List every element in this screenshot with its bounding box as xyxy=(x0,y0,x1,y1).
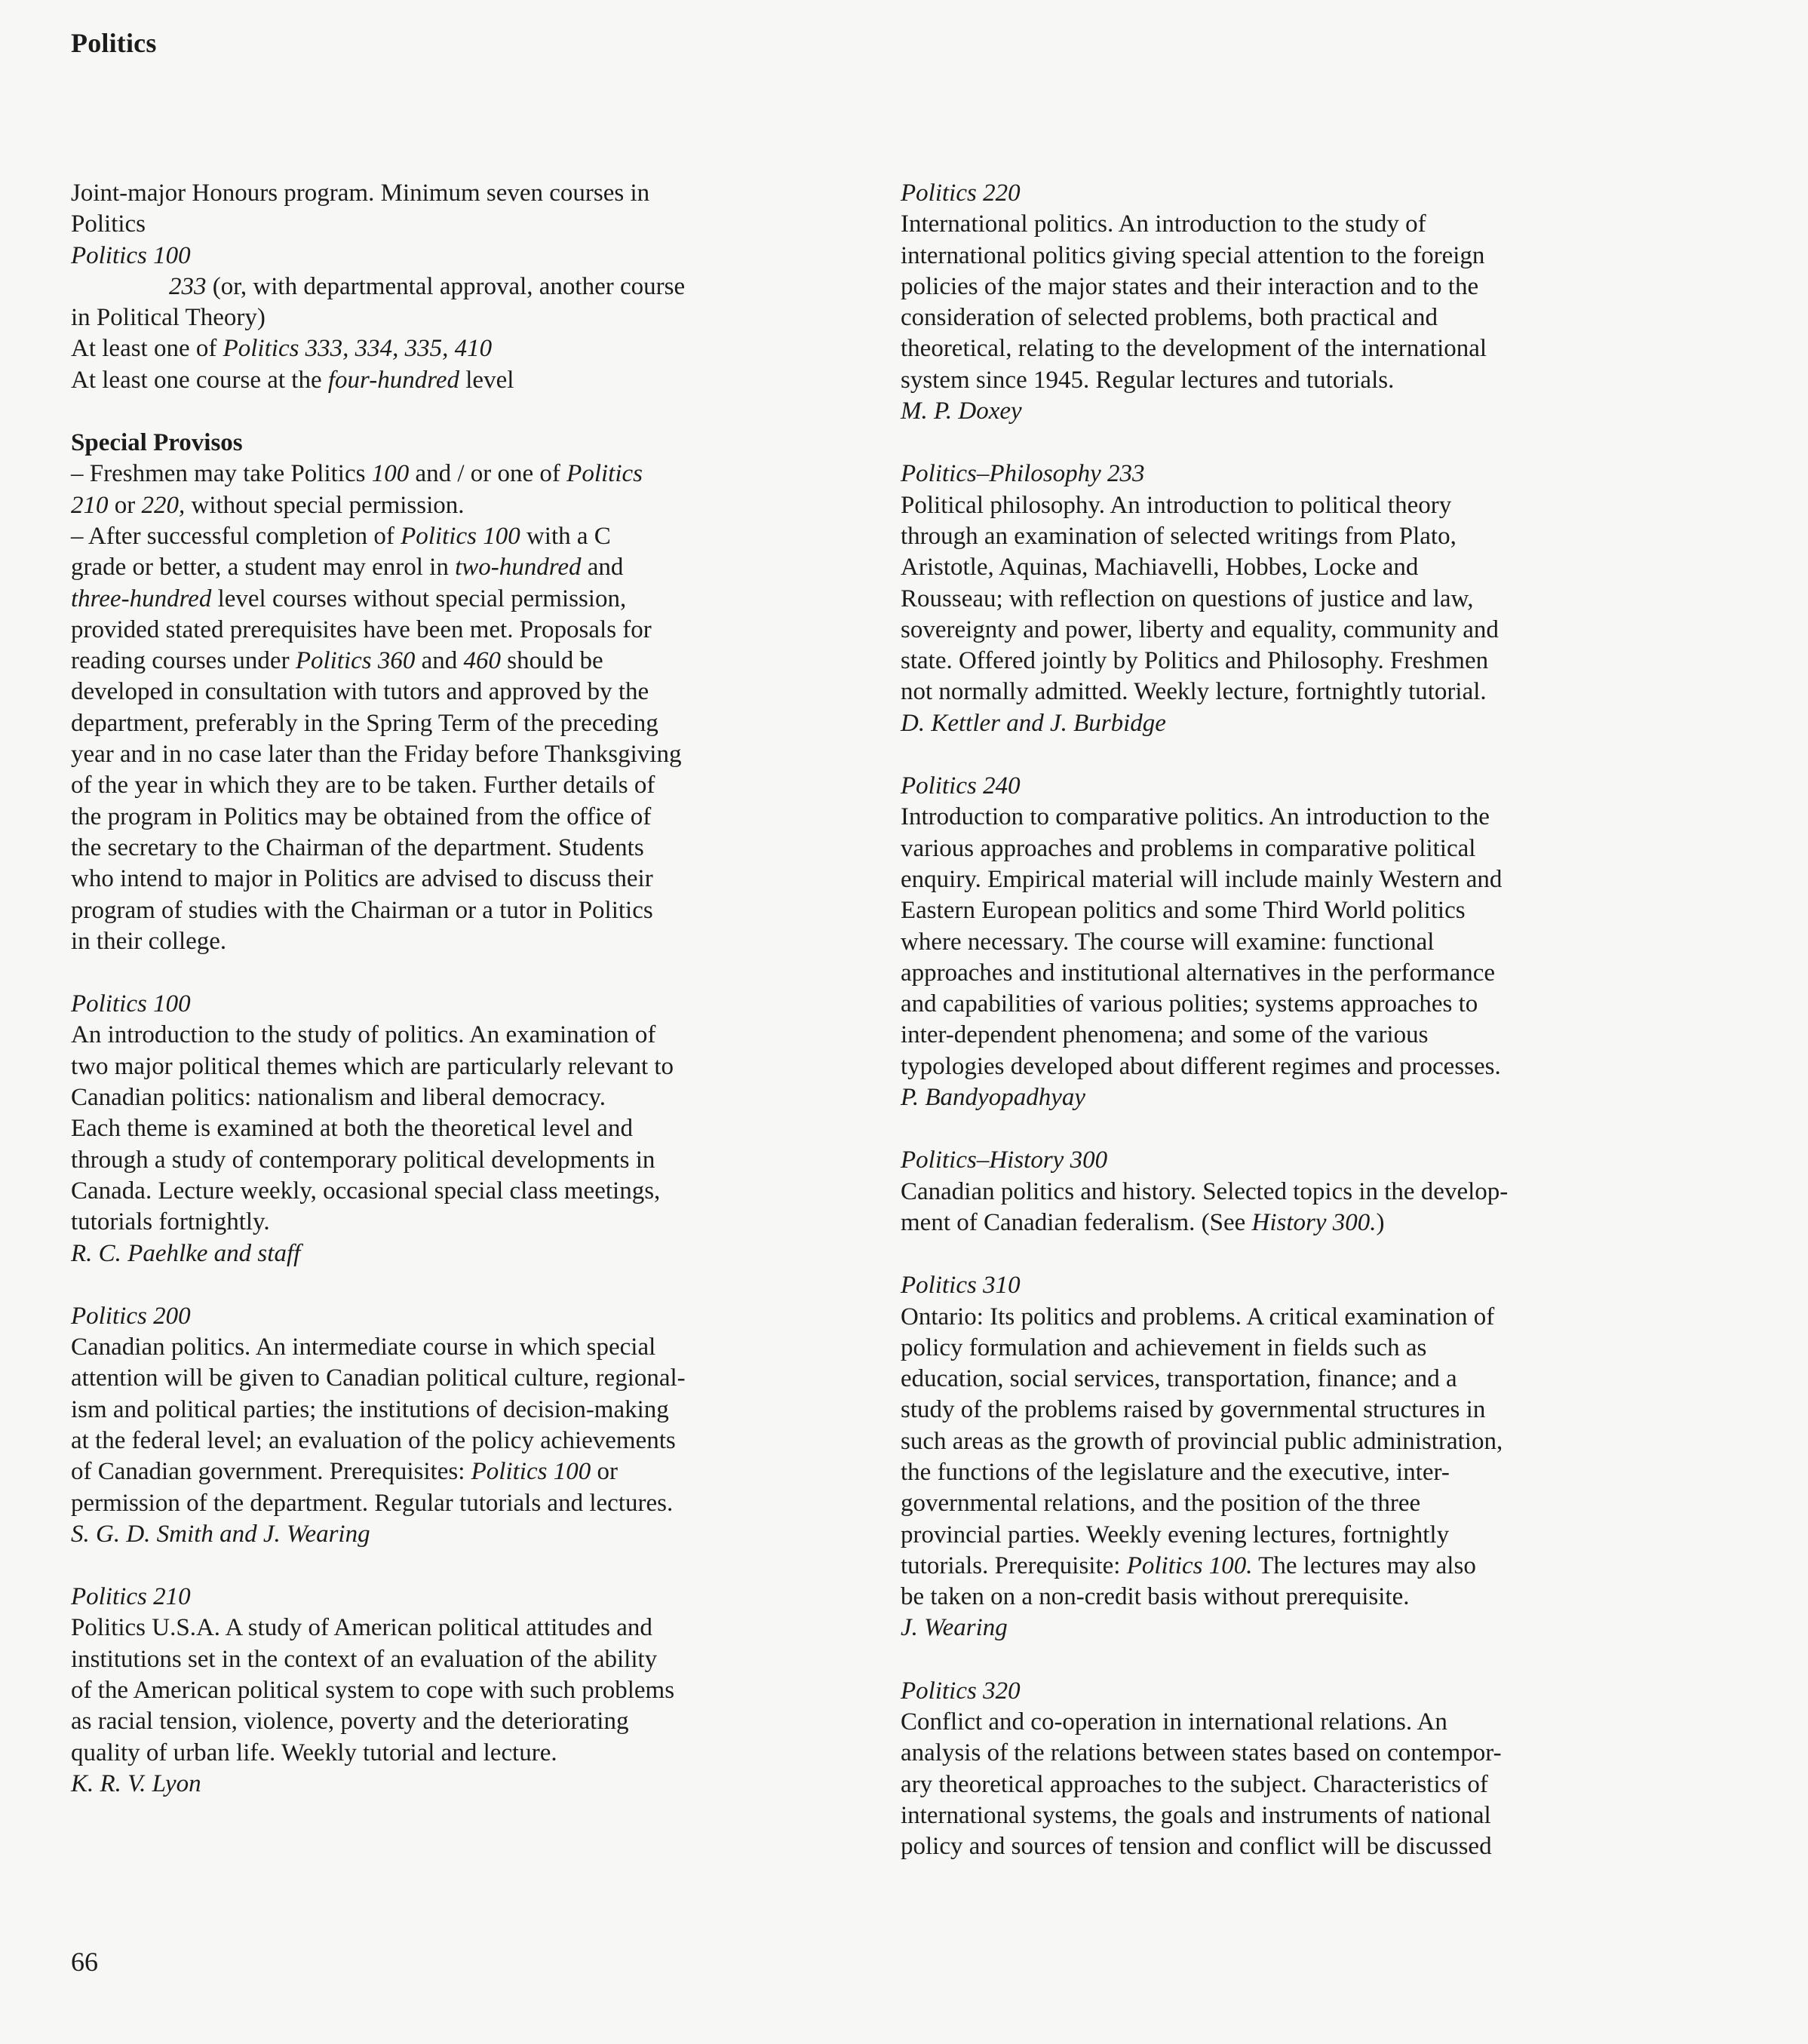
course-description-line: An introduction to the study of politics. An examination of xyxy=(71,1021,656,1049)
course-description-line xyxy=(901,1208,1678,1238)
text-run: At least one of xyxy=(71,335,223,363)
text-run: ) xyxy=(1376,1208,1385,1236)
honours-course xyxy=(71,272,833,302)
course-description-line: policies of the major states and their interaction and to the xyxy=(901,272,1479,300)
course-description-line: permission of the department. Regular tutorials and lectures. xyxy=(71,1489,674,1517)
course-description-line: Political philosophy. An introduction to political theory xyxy=(901,491,1452,519)
proviso-line: in their college. xyxy=(71,927,227,955)
text-run: Politics 100 xyxy=(401,522,520,550)
text-run: or xyxy=(108,491,142,519)
course-instructor: J. Wearing xyxy=(901,1614,1008,1642)
text-run: of Canadian government. Prerequisites: xyxy=(71,1458,471,1486)
course-title: Politics 310 xyxy=(901,1272,1021,1300)
text-run: Politics 100. xyxy=(1126,1551,1253,1579)
course-title: Politics 100 xyxy=(71,990,191,1018)
proviso-line xyxy=(71,584,833,615)
course-description-line: consideration of selected problems, both practical and xyxy=(901,304,1438,332)
text-run: and xyxy=(415,647,464,675)
course-description-line: Canadian politics. An intermediate course in which special xyxy=(71,1334,656,1361)
section-title: Politics xyxy=(71,28,157,58)
course-description-line: such areas as the growth of provincial public administration, xyxy=(901,1427,1503,1455)
course-instructor: K. R. V. Lyon xyxy=(71,1769,201,1797)
course-description-line: inter-dependent phenomena; and some of the various xyxy=(901,1021,1429,1049)
text-run: 210 xyxy=(71,491,109,519)
course-description-line: Introduction to comparative politics. An introduction to the xyxy=(901,803,1490,831)
text-run: and xyxy=(581,554,624,582)
course-entry-politics-210 xyxy=(71,1582,833,1800)
course-description-line: education, social services, transportation, finance; and a xyxy=(901,1365,1457,1393)
course-entry-politics-240 xyxy=(901,771,1678,1113)
course-entry-politics-200 xyxy=(71,1301,833,1550)
course-description-line: policy formulation and achievement in fields such as xyxy=(901,1334,1427,1361)
course-description-line: provincial parties. Weekly evening lectures, fortnightly xyxy=(901,1521,1450,1548)
course-description-line: governmental relations, and the position of the three xyxy=(901,1490,1421,1518)
text-run: 233 xyxy=(169,272,207,300)
honours-course: in Political Theory) xyxy=(71,304,266,332)
text-run: reading courses under xyxy=(71,647,296,675)
course-description-line: institutions set in the context of an evaluation of the ability xyxy=(71,1645,658,1673)
course-description-line: quality of urban life. Weekly tutorial and lecture. xyxy=(71,1739,557,1766)
course-description-line: typologies developed about different regimes and processes. xyxy=(901,1052,1501,1080)
course-description-line: as racial tension, violence, poverty and the deteriorating xyxy=(71,1708,629,1736)
course-description-line: Rousseau; with reflection on questions of justice and law, xyxy=(901,585,1474,612)
text-run: The lectures may also xyxy=(1252,1551,1476,1579)
text-run: level courses without special permission, xyxy=(211,585,627,612)
text-run: level xyxy=(459,366,514,394)
course-description-line: Eastern European politics and some Third World politics xyxy=(901,897,1466,925)
proviso-line xyxy=(71,646,833,677)
course-entry-politics-history-300 xyxy=(901,1145,1678,1238)
text-run: (or, with departmental approval, another course xyxy=(206,272,686,300)
text-run: grade or better, a student may enrol in xyxy=(71,554,456,582)
text-run: 460 xyxy=(463,647,502,675)
proviso-line xyxy=(71,459,833,490)
course-description-line: attention will be given to Canadian political culture, regional- xyxy=(71,1364,686,1392)
text-run: or xyxy=(591,1458,618,1486)
course-entry-politics-philosophy-233 xyxy=(901,459,1678,739)
course-description-line: analysis of the relations between states based on contempor- xyxy=(901,1739,1502,1767)
text-run: with a C xyxy=(520,522,611,550)
course-entry-politics-320 xyxy=(901,1676,1678,1863)
proviso-line: department, preferably in the Spring Term of the preceding xyxy=(71,709,658,737)
course-entry-politics-220 xyxy=(901,178,1678,427)
proviso-line: who intend to major in Politics are advised to discuss their xyxy=(71,865,653,893)
text-run: 100 xyxy=(371,460,410,488)
proviso-line: of the year in which they are to be taken. Further details of xyxy=(71,772,655,799)
proviso-line xyxy=(71,521,833,552)
proviso-line: the secretary to the Chairman of the department. Students xyxy=(71,833,644,861)
text-run: – Freshmen may take Politics xyxy=(71,460,372,488)
course-description-line: of the American political system to cope with such problems xyxy=(71,1677,675,1705)
course-title: Politics 210 xyxy=(71,1583,191,1611)
text-run: Politics xyxy=(566,460,643,488)
text-run: – After successful completion of xyxy=(71,522,401,550)
page-number: 66 xyxy=(71,1947,98,1977)
course-description-line: Canadian politics: nationalism and liberal democracy. xyxy=(71,1084,606,1112)
proviso-line: program of studies with the Chairman or a tutor in Politics xyxy=(71,896,653,924)
course-description-line: Canada. Lecture weekly, occasional special class meetings, xyxy=(71,1177,661,1205)
course-description-line: Each theme is examined at both the theoretical level and xyxy=(71,1115,633,1143)
course-title: Politics 220 xyxy=(901,180,1021,207)
course-description-line: policy and sources of tension and conflict will be discussed xyxy=(901,1833,1492,1861)
proviso-line: year and in no case later than the Friday before Thanksgiving xyxy=(71,741,682,769)
course-description-line: approaches and institutional alternatives in the performance xyxy=(901,959,1496,987)
text-run: Politics 333, 334, 335, 410 xyxy=(223,335,493,363)
honours-requirement xyxy=(71,365,833,396)
course-description-line: at the federal level; an evaluation of the policy achievements xyxy=(71,1426,676,1454)
course-description-line: state. Offered jointly by Politics and Philosophy. Freshmen xyxy=(901,647,1489,675)
course-instructor: P. Bandyopadhyay xyxy=(901,1084,1086,1112)
honours-course: Politics 100 xyxy=(71,241,191,269)
course-description-line: study of the problems raised by governmental structures in xyxy=(901,1396,1486,1424)
course-description-line: through an examination of selected writings from Plato, xyxy=(901,522,1457,550)
course-description-line: Conflict and co-operation in international relations. An xyxy=(901,1708,1447,1736)
text-run: History 300. xyxy=(1251,1208,1377,1236)
course-description-line xyxy=(71,1456,833,1487)
honours-intro-line: Joint-major Honours program. Minimum seven courses in xyxy=(71,180,650,207)
text-run: Politics 360 xyxy=(295,647,416,675)
course-description-line: Ontario: Its politics and problems. A critical examination of xyxy=(901,1303,1495,1330)
course-instructor: D. Kettler and J. Burbidge xyxy=(901,709,1166,737)
proviso-line xyxy=(71,490,833,521)
honours-requirement xyxy=(71,333,833,364)
text-run: three-hundred xyxy=(71,585,212,612)
course-description-line: Canadian politics and history. Selected topics in the develop- xyxy=(901,1177,1509,1205)
text-run: ment of Canadian federalism. (See xyxy=(901,1208,1252,1236)
course-description-line: the functions of the legislature and the executive, inter- xyxy=(901,1458,1450,1486)
course-title: Politics 200 xyxy=(71,1302,191,1330)
left-column xyxy=(71,178,833,1800)
right-column xyxy=(901,178,1678,1863)
course-title: Politics 240 xyxy=(901,772,1021,800)
course-instructor: S. G. D. Smith and J. Wearing xyxy=(71,1520,370,1548)
course-description-line: tutorials fortnightly. xyxy=(71,1208,270,1236)
proviso-line: the program in Politics may be obtained from the office of xyxy=(71,803,652,830)
course-description-line: international systems, the goals and instruments of national xyxy=(901,1801,1491,1829)
text-run: tutorials. Prerequisite: xyxy=(901,1551,1127,1579)
course-description-line: ism and political parties; the institutions of decision-making xyxy=(71,1395,669,1423)
proviso-line: provided stated prerequisites have been met. Proposals for xyxy=(71,615,652,643)
course-instructor: M. P. Doxey xyxy=(901,397,1022,425)
course-entry-politics-310 xyxy=(901,1270,1678,1644)
course-description-line: ary theoretical approaches to the subject. Characteristics of xyxy=(901,1770,1488,1798)
text-run: At least one course at the xyxy=(71,366,328,394)
course-description-line: International politics. An introduction to the study of xyxy=(901,210,1426,238)
text-run: 220, xyxy=(141,491,186,519)
course-description-line: not normally admitted. Weekly lecture, fortnightly tutorial. xyxy=(901,678,1487,706)
text-run: and / or one of xyxy=(409,460,567,488)
course-description-line: system since 1945. Regular lectures and tutorials. xyxy=(901,366,1395,394)
course-description-line: theoretical, relating to the development of the international xyxy=(901,335,1487,363)
course-description-line: Aristotle, Aquinas, Machiavelli, Hobbes, Locke and xyxy=(901,554,1419,582)
proviso-line: developed in consultation with tutors and approved by the xyxy=(71,678,649,706)
course-title: Politics–History 300 xyxy=(901,1146,1108,1174)
course-entry-politics-100 xyxy=(71,989,833,1269)
course-description-line: international politics giving special attention to the foreign xyxy=(901,241,1485,269)
text-run: without special permission. xyxy=(185,491,465,519)
course-description-line: through a study of contemporary political developments in xyxy=(71,1146,655,1174)
course-description-line: various approaches and problems in comparative political xyxy=(901,834,1476,862)
honours-program xyxy=(71,178,833,396)
course-description-line: where necessary. The course will examine: functional xyxy=(901,928,1435,956)
proviso-line xyxy=(71,552,833,583)
course-description-line: two major political themes which are particularly relevant to xyxy=(71,1052,674,1080)
course-description-line: and capabilities of various polities; systems approaches to xyxy=(901,990,1478,1018)
course-description-line: be taken on a non-credit basis without prerequisite. xyxy=(901,1583,1410,1611)
course-instructor: R. C. Paehlke and staff xyxy=(71,1239,301,1267)
text-run: Politics 100 xyxy=(471,1458,591,1486)
text-run: four-hundred xyxy=(327,366,459,394)
honours-intro-line: Politics xyxy=(71,210,146,238)
course-title: Politics–Philosophy 233 xyxy=(901,460,1145,488)
special-provisos xyxy=(71,428,833,957)
text-run: two-hundred xyxy=(455,554,582,582)
course-description-line: sovereignty and power, liberty and equality, community and xyxy=(901,615,1499,643)
course-title: Politics 320 xyxy=(901,1677,1021,1705)
text-run: should be xyxy=(501,647,603,675)
course-description-line xyxy=(901,1551,1678,1582)
course-description-line: enquiry. Empirical material will include mainly Western and xyxy=(901,865,1503,893)
course-description-line: Politics U.S.A. A study of American political attitudes and xyxy=(71,1614,652,1642)
provisos-heading: Special Provisos xyxy=(71,429,243,457)
